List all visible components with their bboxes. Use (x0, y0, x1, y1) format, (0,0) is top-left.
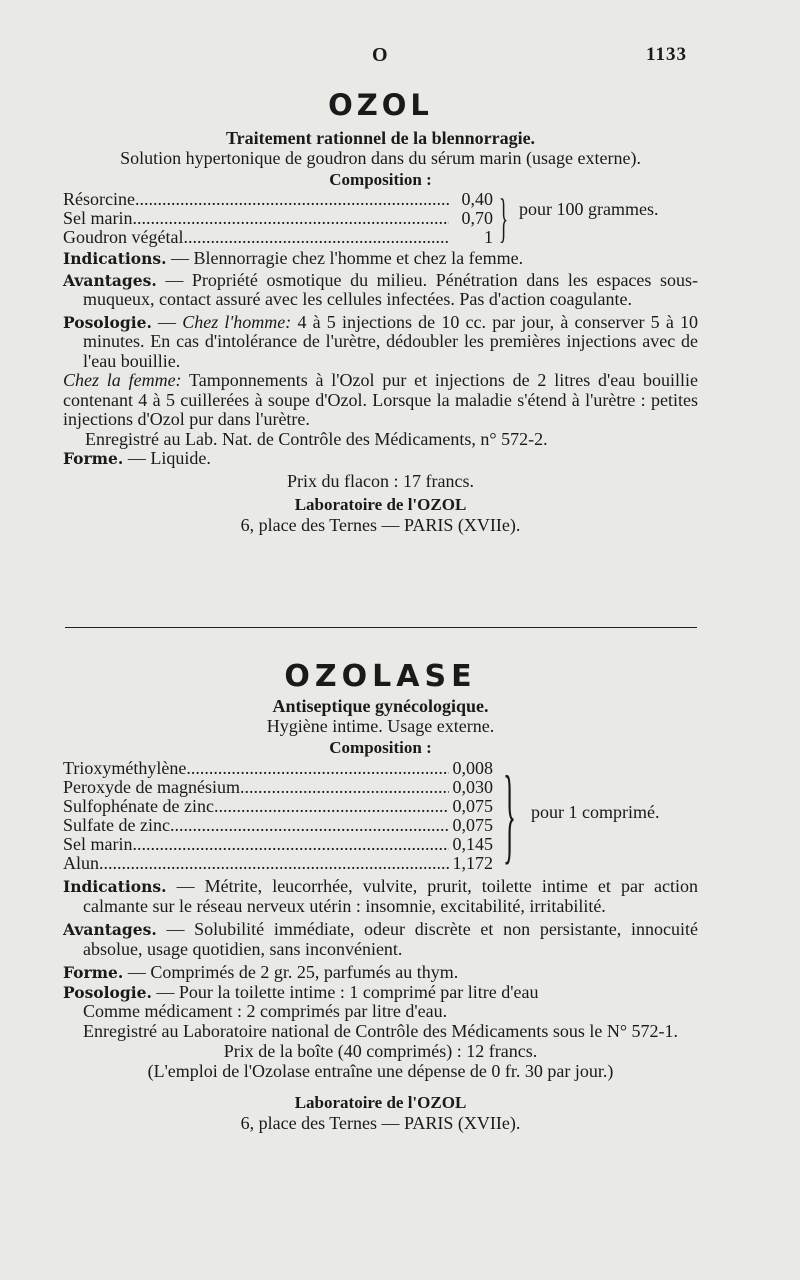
product-subtitle: Traitement rationnel de la blennorragie. (225, 128, 536, 148)
composition-table (63, 755, 698, 874)
indications (63, 249, 698, 269)
price: Prix de la boîte (40 comprimés) : 12 francs. (223, 1041, 538, 1061)
composition-row (63, 835, 493, 854)
ingredient-value: 1 (484, 227, 493, 247)
registration: Enregistré au Lab. Nat. de Contrôle des Médicaments, n° 572-2. (85, 428, 548, 449)
forme-label: Forme. (63, 963, 124, 982)
brace: } (503, 755, 516, 874)
avantages-text: — Propriété osmotique du milieu. Pénétration dans les espaces sous-muqueux, contact assuré avec les cellules infectées. Pas d'action coagulante. (83, 269, 698, 309)
product-description: Hygiène intime. Usage externe. (266, 716, 495, 736)
avantages-label: Avantages. (63, 920, 157, 939)
posologie-homme-text: 4 à 5 injections de 10 cc. par jour, à conserver 5 à 10 minutes. En cas d'intolérance de l'urètre, dédoubler les premières injections avec de l'eau bouillie. (83, 311, 698, 371)
composition-row (63, 778, 493, 797)
ingredient-value: 0,030 (452, 777, 493, 797)
ozolase-entry (63, 660, 698, 1133)
ingredient-name: Sel marin (63, 208, 133, 228)
product-subtitle: Antiseptique gynécologique. (272, 696, 489, 716)
composition-table (63, 190, 698, 247)
product-title: OZOL (328, 88, 433, 122)
ingredient-name: Alun (63, 853, 99, 873)
forme-text: — Liquide. (123, 448, 211, 468)
indications-label: Indications. (63, 249, 167, 268)
ingredient-name: Sulfophénate de zinc (63, 796, 214, 816)
posologie-label: Posologie. (63, 312, 152, 332)
ingredient-value: 0,075 (452, 796, 493, 816)
lab-name: Laboratoire de l'OZOL (294, 494, 467, 514)
ingredient-value: 0,075 (452, 815, 493, 835)
section-divider (65, 627, 697, 628)
brace: } (499, 188, 509, 248)
composition-row (63, 209, 493, 228)
lab-address: 6, place des Ternes — PARIS (XVIIe). (240, 514, 521, 535)
lab-name: Laboratoire de l'OZOL (294, 1093, 467, 1112)
posologie-femme-text: Tamponnements à l'Ozol pur et injections de 2 litres d'eau bouillie contenant 4 à 5 cuillerées à soupe d'Ozol. Lorsque la maladie s'étend à l'urètre : petites injections d'Ozol pur dans l'urètre. (63, 370, 699, 429)
composition-row (63, 797, 493, 816)
composition-note: pour 100 grammes. (519, 199, 659, 219)
indications-text: — Blennorragie chez l'homme et chez la femme. (166, 248, 524, 268)
indications (63, 877, 698, 916)
posologie-text: — Pour la toilette intime : 1 comprimé par litre d'eau (151, 981, 539, 1002)
ingredient-name: Peroxyde de magnésium (63, 777, 240, 797)
forme-label: Forme. (63, 449, 124, 468)
price: Prix du flacon : 17 francs. (287, 470, 474, 491)
composition-row (63, 228, 493, 247)
composition-heading: Composition : (329, 170, 432, 189)
posologie-label: Posologie. (63, 982, 152, 1002)
avantages-text: — Solubilité immédiate, odeur discrète et non persistante, innocuité absolue, usage quotidien, sans inconvénient. (83, 919, 698, 959)
ingredient-name: Résorcine (63, 189, 135, 209)
avantages-label: Avantages. (63, 270, 157, 290)
composition-row (63, 759, 493, 778)
forme (63, 963, 698, 983)
posologie-femme-label: Chez la femme: (63, 370, 182, 390)
registration: Enregistré au Laboratoire national de Contrôle des Médicaments sous le N° 572-1. (82, 1020, 679, 1041)
posologie-homme-label: Chez l'homme: (182, 311, 292, 332)
forme-text: — Comprimés de 2 gr. 25, parfumés au thym. (123, 962, 459, 982)
indications-text: — Métrite, leucorrhée, vulvite, prurit, toilette intime et par action calmante sur le réseau nerveux utérin : insomnie, excitabilité, irritabilité. (83, 876, 698, 916)
ingredient-name: Sel marin (63, 834, 133, 854)
indications-label: Indications. (63, 877, 167, 896)
composition-row (63, 854, 493, 873)
ingredient-name: Goudron végétal (63, 227, 184, 247)
composition-heading: Composition : (329, 738, 432, 757)
ingredient-name: Sulfate de zinc (63, 815, 170, 835)
ingredient-value: 1,172 (452, 853, 493, 873)
ingredient-value: 0,145 (452, 834, 493, 854)
composition-row (63, 816, 493, 835)
product-description: Solution hypertonique de goudron dans du sérum marin (usage externe). (120, 148, 641, 168)
avantages (63, 271, 698, 310)
forme (63, 449, 698, 469)
ozol-entry (63, 88, 698, 535)
posologie (63, 983, 698, 1003)
cost-note: (L'emploi de l'Ozolase entraîne une dépense de 0 fr. 30 par jour.) (147, 1061, 614, 1081)
posologie-femme (63, 371, 698, 430)
lab-address: 6, place des Ternes — PARIS (XVIIe). (240, 1113, 521, 1133)
product-title: OZOLASE (284, 659, 477, 694)
composition-note: pour 1 comprimé. (531, 802, 660, 822)
page-number: 1133 (646, 44, 687, 65)
posologie: Posologie. — Chez l'homme: 4 à 5 injections de 10 cc. par jour, à conserver 5 à 10 minutes. En cas d'intolérance de l'urètre, dédoubler les premières injections avec de l'eau bouillie. (63, 311, 698, 371)
ingredient-value: 0,40 (461, 189, 493, 209)
ingredient-value: 0,008 (452, 758, 493, 778)
ingredient-value: 0,70 (461, 208, 493, 228)
composition-row (63, 190, 493, 209)
section-letter: O (372, 44, 388, 66)
avantages (63, 920, 698, 959)
posologie-medicament: Comme médicament : 2 comprimés par litre d'eau. (83, 1001, 448, 1021)
ingredient-name: Trioxyméthylène (63, 758, 187, 778)
